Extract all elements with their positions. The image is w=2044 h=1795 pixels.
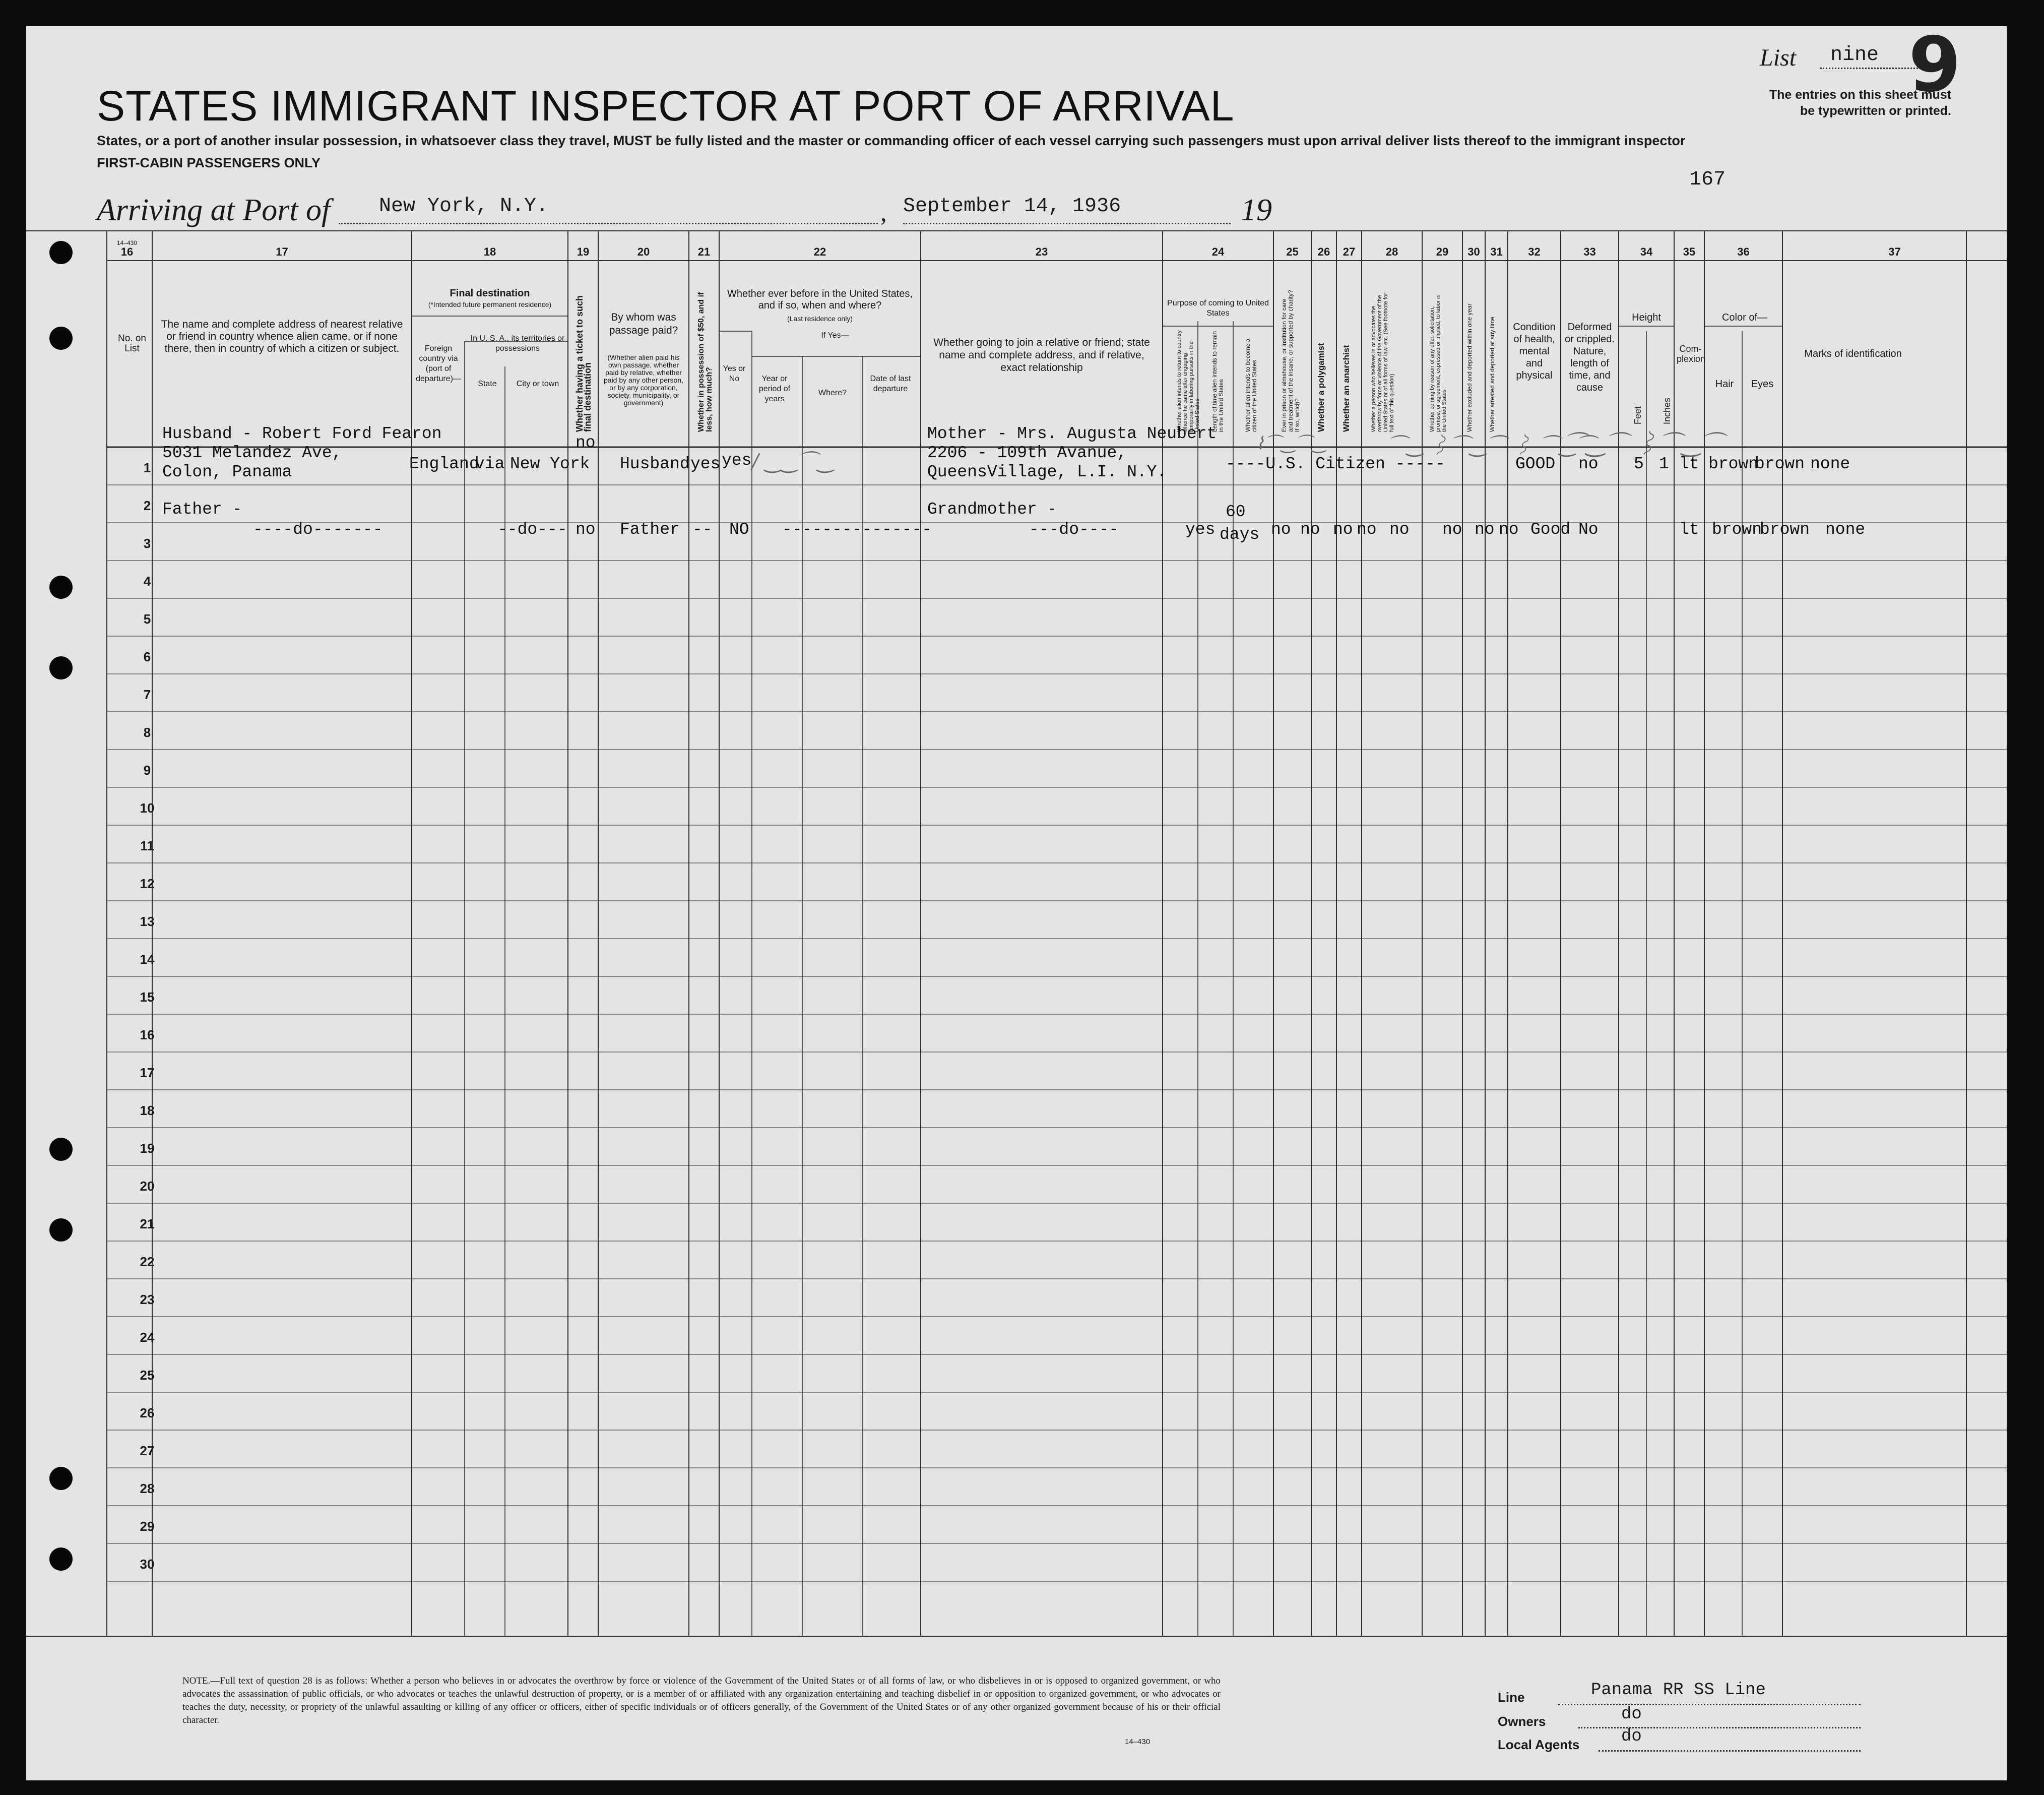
r2-q27: no	[1357, 520, 1377, 539]
col-head-health: Condition of health, mental and physical	[1513, 322, 1556, 381]
row-number: 28	[140, 1481, 155, 1496]
r2-state: --do---	[497, 520, 567, 539]
r1-deformed: no	[1578, 455, 1599, 473]
r1-marks: none	[1810, 455, 1850, 473]
row-number: 2	[143, 498, 151, 513]
r2-length-unit: days	[1220, 525, 1260, 544]
col-head-q30: Whether excluded and deported within one year	[1466, 303, 1473, 432]
col-head-intends-return: Whether alien intends to return to country whence he came after engaging temporarily in laboring pursuits in the United States	[1176, 330, 1200, 432]
r2-intends-return: yes	[1185, 520, 1216, 539]
r2-q29: no	[1442, 520, 1462, 539]
row-number: 19	[140, 1141, 155, 1156]
col-head-q28: Whether a person who believes in or advocates the overthrow by force or violence of the Government of the United States or of all forms of law, etc. (See footnote for full text of this question)	[1371, 293, 1395, 432]
row-number: 8	[143, 725, 151, 740]
col-head-ticket: Whether having a ticket to such final destination	[574, 295, 593, 432]
col-head-relative: The name and complete address of nearest relative or friend in country whence alien came, or if none there, then in country of which a citizen or subject.	[161, 319, 403, 354]
r1-feet: 5	[1634, 455, 1644, 473]
list-handwritten-number: 9	[1908, 26, 1961, 109]
col-head-hair: Hair	[1715, 379, 1734, 390]
handwritten-scribble: / ‿‿⌒‿	[752, 450, 834, 473]
row-number: 25	[140, 1368, 155, 1383]
r2-passage: Father	[620, 520, 680, 539]
r2-hair: brown	[1712, 520, 1762, 539]
line-label: Line	[1498, 1690, 1525, 1705]
col-num-18: 18	[483, 245, 496, 258]
row-number: 6	[143, 649, 151, 664]
r2-eyes: brown	[1760, 520, 1810, 539]
r1-joining-line-1: Mother - Mrs. Augusta Neubert	[927, 424, 1217, 443]
r1-relative-line-2: 5031 Melandez Ave,	[162, 444, 342, 462]
handwritten-scribble: ⌒‿⌒ ⌇⌒‿⌒	[1563, 430, 1724, 457]
r1-joining-line-2: 2206 - 109th Avanue,	[927, 444, 1127, 462]
col-head-q31: Whether arrested and deported at any time	[1489, 317, 1496, 432]
col-num-27: 27	[1343, 245, 1356, 258]
r1-foreign-country: England	[409, 455, 479, 473]
col-num-34: 34	[1640, 245, 1653, 258]
r1-city: New York	[510, 455, 590, 473]
r1-passage: Husband	[620, 455, 690, 473]
col-head-final-destination: Final destination	[450, 288, 530, 299]
r2-fifty: --	[692, 520, 713, 539]
r1-relative-line-1: Husband - Robert Ford Fearon	[162, 424, 442, 443]
col-num-20: 20	[637, 245, 650, 258]
r1-purpose: ----U.S. Citizen -----	[1226, 455, 1445, 473]
col-head-feet: Feet	[1633, 406, 1643, 424]
col-num-36: 36	[1737, 245, 1750, 258]
row-number: 29	[140, 1519, 155, 1534]
line-value: Panama RR SS Line	[1591, 1681, 1766, 1700]
owners-value: do	[1621, 1705, 1642, 1724]
owners-label: Owners	[1498, 1714, 1546, 1729]
col-num-16: 16	[120, 245, 134, 258]
r1-via: via	[475, 455, 505, 473]
row-number: 20	[140, 1179, 155, 1194]
col-head-inches: Inches	[1662, 397, 1672, 424]
col-num-33: 33	[1583, 245, 1596, 258]
col-head-anarchist: Whether an anarchist	[1342, 345, 1351, 432]
row-number: 1	[143, 460, 151, 475]
col-head-passage: By whom was passage paid?	[609, 312, 678, 336]
col-head-passage-note: (Whether alien paid his own passage, whether paid by relative, whether paid by any other person, or by any corporation, society, municipality, or government)	[604, 353, 683, 407]
r2-q30: no	[1475, 520, 1495, 539]
form-code: 14–430	[116, 239, 138, 246]
r2-q25: no	[1300, 520, 1320, 539]
list-value: nine	[1830, 44, 1879, 67]
col-head-state: State	[478, 380, 497, 388]
col-head-q29: Whether coming by reason of any offer, solicitation, promise, or agreement, expressed or implied, to labor in the United States	[1429, 294, 1447, 432]
typewrite-note-line-2: be typewritten or printed.	[1800, 104, 1951, 118]
handwritten-scribble: ⌒‿ ⌇⌒‿⌒ ⌇ ⌒‿⌒	[1387, 434, 1596, 457]
col-num-17: 17	[276, 245, 288, 258]
agents-underline	[1599, 1750, 1861, 1752]
row-number: 3	[143, 536, 151, 551]
col-head-city: City or town	[516, 380, 559, 388]
r2-q28: no	[1389, 520, 1410, 539]
col-head-purpose: Purpose of coming to United States	[1167, 299, 1269, 318]
col-num-30: 30	[1467, 245, 1480, 258]
manifest-sheet	[26, 26, 2007, 1780]
arriving-label: Arriving at Port of	[97, 193, 331, 227]
row-number: 30	[140, 1557, 155, 1572]
col-num-29: 29	[1436, 245, 1449, 258]
r1-before-us: yes	[722, 451, 752, 470]
col-head-polygamist: Whether a polygamist	[1316, 343, 1326, 432]
col-head-yes-no: Yes or No	[723, 364, 746, 383]
row-number: 18	[140, 1103, 155, 1118]
owners-underline	[1578, 1727, 1861, 1728]
col-head-date-departure: Date of last departure	[870, 375, 911, 393]
line-underline	[1558, 1704, 1861, 1705]
r1-ticket: no	[576, 434, 596, 452]
cabin-class: FIRST-CABIN PASSENGERS ONLY	[97, 155, 321, 170]
port-underline	[339, 223, 878, 224]
col-head-foreign-country: Foreign country via (port of departure)—	[416, 344, 461, 383]
r2-q26: no	[1333, 520, 1353, 539]
col-head-fifty-dollars: Whether in possession of $50, and if less, how much?	[697, 292, 714, 432]
col-head-height: Height	[1632, 312, 1661, 323]
col-head-joining: Whether going to join a relative or friend; state name and complete address, and if relative, exact relationship	[933, 337, 1150, 374]
col-num-24: 24	[1211, 245, 1225, 258]
r1-relative-line-3: Colon, Panama	[162, 463, 292, 481]
r2-joining-line-2: ---do----	[1029, 520, 1119, 539]
r2-joining-line-1: Grandmother -	[927, 500, 1057, 519]
r2-before-us: NO	[729, 520, 749, 539]
col-num-19: 19	[577, 245, 590, 258]
list-label: List	[1760, 44, 1797, 71]
col-head-if-yes: If Yes—	[821, 331, 849, 340]
row-number: 27	[140, 1443, 155, 1458]
r1-inches: 1	[1659, 455, 1669, 473]
col-head-deformed: Deformed or crippled. Nature, length of time, and cause	[1565, 322, 1615, 393]
r2-length-value: 60	[1226, 503, 1246, 521]
typewrite-note	[1689, 87, 1951, 119]
col-head-final-destination-note: (*Intended future permanent residence)	[428, 300, 552, 308]
r2-deformed: No	[1578, 520, 1599, 539]
col-num-25: 25	[1286, 245, 1299, 258]
row-number: 22	[140, 1254, 155, 1269]
date-underline	[903, 223, 1231, 224]
r1-health: GOOD	[1515, 455, 1556, 473]
col-head-year-period: Year or period of years	[758, 375, 791, 403]
row-number: 14	[140, 952, 155, 967]
handwritten-scribble: ⌇⌒‿⌒‿	[1256, 434, 1326, 454]
page-number: 167	[1689, 168, 1726, 191]
r2-ticket: no	[576, 520, 596, 539]
row-number: 4	[143, 574, 151, 589]
col-head-intends-citizen: Whether alien intends to become a citizen of the United States	[1244, 338, 1258, 432]
col-num-35: 35	[1683, 245, 1696, 258]
col-head-where: Where?	[818, 389, 847, 397]
row-number: 26	[140, 1405, 155, 1420]
col-head-eyes: Eyes	[1751, 379, 1774, 390]
r2-dashes: ---------------	[782, 520, 932, 539]
row-number: 7	[143, 687, 151, 702]
row-number: 23	[140, 1292, 155, 1307]
col-num-37: 37	[1888, 245, 1901, 258]
r1-hair: brown	[1708, 455, 1759, 473]
row-number: 21	[140, 1216, 155, 1231]
col-head-complexion: Com-plexion	[1677, 344, 1706, 364]
typewrite-note-line-1: The entries on this sheet must	[1769, 88, 1951, 102]
r1-eyes: brown	[1755, 455, 1805, 473]
page-subtitle: States, or a port of another insular possession, in whatsoever class they travel, MUST be fully listed and the master or commanding officer of each vessel carrying such passengers must upon arrival deliver lists thereof to the immigrant inspector	[97, 133, 1686, 148]
row-number: 24	[140, 1330, 155, 1345]
r2-relative-line-2: ----do-------	[253, 520, 383, 539]
col-head-last-residence: (Last residence only)	[787, 315, 853, 323]
year-label: 19	[1241, 193, 1272, 227]
row-number: 9	[143, 763, 151, 778]
col-num-23: 23	[1035, 245, 1048, 258]
agents-value: do	[1621, 1727, 1642, 1746]
col-num-28: 28	[1385, 245, 1398, 258]
row-number: 13	[140, 914, 155, 929]
col-head-in-usa: In U. S. A., its territories or possessions	[470, 334, 565, 353]
row-number: 15	[140, 989, 155, 1005]
row-number: 12	[140, 876, 155, 891]
col-head-no-on-list: No. on List	[118, 333, 146, 354]
page-title: STATES IMMIGRANT INSPECTOR AT PORT OF ARRIVAL	[97, 82, 1235, 130]
col-head-length-stay: Length of time alien intends to remain in the United States	[1211, 331, 1225, 432]
row-number: 17	[140, 1065, 155, 1080]
agents-label: Local Agents	[1498, 1737, 1580, 1752]
comma: ,	[880, 198, 887, 226]
r2-health: Good	[1530, 520, 1571, 539]
r1-complexion: lt	[1679, 455, 1699, 473]
col-num-26: 26	[1317, 245, 1330, 258]
r2-relative-line-1: Father -	[162, 500, 242, 519]
r2-complexion: lt	[1679, 520, 1699, 539]
col-head-marks: Marks of identification	[1804, 348, 1902, 359]
date-value: September 14, 1936	[903, 195, 1121, 218]
row-number: 10	[140, 800, 155, 816]
port-value: New York, N.Y.	[379, 195, 549, 218]
col-num-22: 22	[813, 245, 826, 258]
r2-marks: none	[1825, 520, 1866, 539]
r2-q31: no	[1499, 520, 1519, 539]
r2-intends-citizen: no	[1271, 520, 1291, 539]
row-number: 11	[140, 838, 154, 853]
col-head-q25: Ever in prison or almshouse, or institution for care and treatment of the insane, or supported by charity? If so, which?	[1281, 290, 1301, 432]
col-head-color-of: Color of—	[1721, 312, 1768, 323]
footer-form-code: 14–430	[1125, 1738, 1151, 1746]
r1-fifty: yes	[690, 455, 721, 473]
question-28-note: NOTE.—Full text of question 28 is as follows: Whether a person who believes in or advocates the overthrow by force or violence of the Government of the United States or of all forms of law, or who disbelieves in or is opposed to organized government, or who advocates the assassination of public officials, or who advocates or teaches the unlawful destruction of property, or is a member of or affiliated with any organization entertaining and teaching disbelief in or opposition to organized government, or who advocates or teaches the duty, necessity, or propriety of the unlawful assaulting or killing of any officer or officers, either of specific individuals or of officers generally, of the Government of the United States or of any other organized government because of his or their official character.	[182, 1676, 1221, 1725]
col-num-31: 31	[1490, 245, 1503, 258]
r1-joining-line-3: QueensVillage, L.I. N.Y.	[927, 463, 1167, 481]
row-number: 5	[143, 611, 151, 627]
col-head-before-us: Whether ever before in the United States, and if so, when and where?	[727, 288, 913, 311]
col-num-32: 32	[1528, 245, 1541, 258]
row-number: 16	[140, 1027, 155, 1042]
col-num-21: 21	[697, 245, 711, 258]
